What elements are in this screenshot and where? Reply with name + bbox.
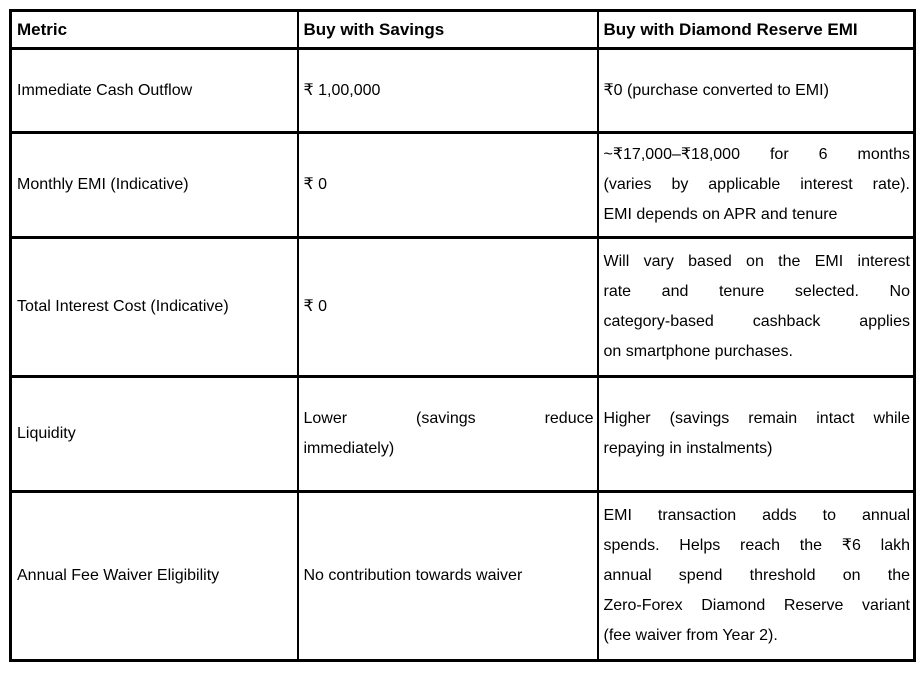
cell-text-line: EMI transaction adds to annual <box>603 507 910 524</box>
cell-text-line: ₹ 0 <box>303 298 328 315</box>
emi-cell <box>598 49 915 133</box>
cell-text-line: Zero-Forex Diamond Reserve variant <box>603 597 910 614</box>
savings-cell <box>298 238 598 377</box>
cell-text-line: annual spend threshold on the <box>603 567 910 584</box>
emi-cell <box>598 238 915 377</box>
table-row-annual-fee-waiver <box>11 492 915 661</box>
savings-cell <box>298 492 598 661</box>
cell-text-line: EMI depends on APR and tenure <box>603 206 838 223</box>
emi-cell <box>598 377 915 492</box>
table-row-monthly-emi <box>11 133 915 238</box>
cell-text-line: immediately) <box>303 440 395 457</box>
metric-cell: Total Interest Cost (Indicative) <box>11 238 298 377</box>
table-row-total-interest-cost <box>11 238 915 377</box>
table-row-immediate-cash-outflow <box>11 49 915 133</box>
cell-text-line: ₹ 1,00,000 <box>303 81 381 99</box>
savings-cell <box>298 377 598 492</box>
savings-cell <box>298 133 598 238</box>
metric-cell: Immediate Cash Outflow <box>11 49 298 133</box>
cell-text-line: spends. Helps reach the ₹6 lakh <box>603 537 910 554</box>
cell-text-line: rate and tenure selected. No <box>603 283 910 300</box>
cell-text-line: (varies by applicable interest rate). <box>603 176 910 193</box>
metric-cell: Monthly EMI (Indicative) <box>11 133 298 238</box>
cell-text-line: Will vary based on the EMI interest <box>603 253 910 270</box>
savings-cell <box>298 49 598 133</box>
emi-cell <box>598 133 915 238</box>
column-header-metric: Metric <box>11 11 298 49</box>
cell-text-line: No contribution towards waiver <box>303 567 523 584</box>
cell-text-line: (fee waiver from Year 2). <box>603 627 778 644</box>
cell-text-line: category-based cashback applies <box>603 313 910 330</box>
column-header-buy-with-diamond-reserve-emi: Buy with Diamond Reserve EMI <box>598 11 915 49</box>
emi-cell <box>598 492 915 661</box>
table-header-row <box>11 11 915 49</box>
metric-cell: Annual Fee Waiver Eligibility <box>11 492 298 661</box>
cell-text-line: ~₹17,000–₹18,000 for 6 months <box>603 146 910 163</box>
cell-text-line: Higher (savings remain intact while <box>603 410 910 427</box>
cell-text-line: repaying in instalments) <box>603 440 773 457</box>
cell-text-line: ₹0 (purchase converted to EMI) <box>603 81 829 99</box>
table-row-liquidity <box>11 377 915 492</box>
cell-text-line: on smartphone purchases. <box>603 343 793 360</box>
metric-cell: Liquidity <box>11 377 298 492</box>
cell-text-line: ₹ 0 <box>303 176 328 193</box>
column-header-buy-with-savings: Buy with Savings <box>298 11 598 49</box>
cell-text-line: Lower (savings reduce <box>303 410 594 427</box>
comparison-table <box>9 9 916 662</box>
